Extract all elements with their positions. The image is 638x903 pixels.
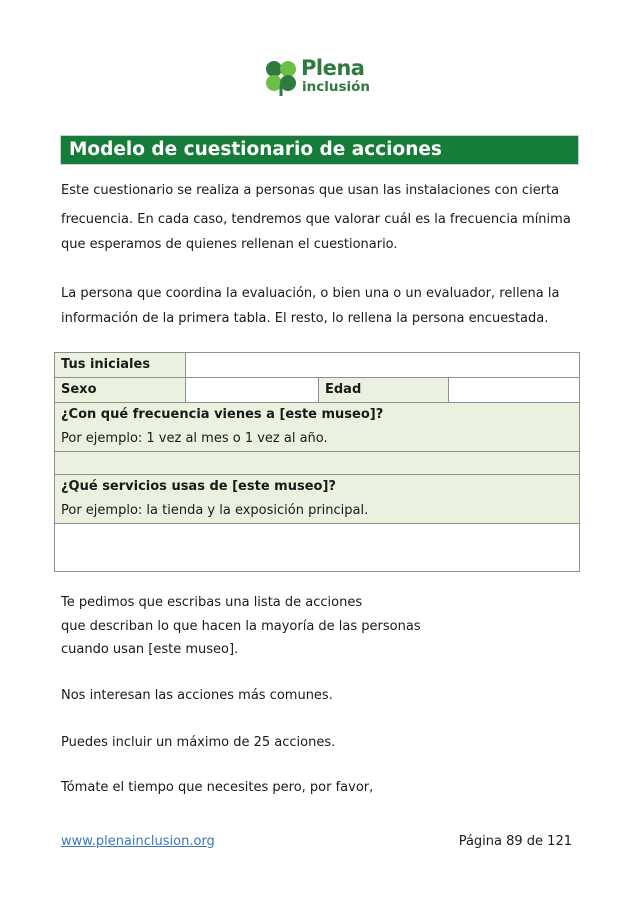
questionnaire-form-table: [54, 352, 580, 572]
instructions-common: Nos interesan las acciones más comunes.: [61, 688, 333, 703]
instructions-time: Tómate el tiempo que necesites pero, por favor,: [61, 780, 374, 795]
frequency-answer-row: [55, 452, 580, 475]
initials-row: [55, 353, 580, 378]
services-example: Por ejemplo: la tienda y la exposición principal.: [61, 503, 369, 518]
clover-icon: [264, 59, 298, 97]
frequency-example: Por ejemplo: 1 vez al mes o 1 vez al año.: [61, 431, 328, 446]
intro-line-5: información de la primera tabla. El resto, lo rellena la persona encuestada.: [61, 311, 549, 326]
instructions-line-2: que describan lo que hacen la mayoría de las personas: [61, 619, 421, 634]
frequency-question-cell: [55, 403, 580, 452]
instructions-line-1: Te pedimos que escribas una lista de acciones: [61, 595, 363, 610]
frequency-answer-field[interactable]: [55, 452, 580, 475]
logo-subtitle: inclusión: [302, 79, 371, 95]
intro-line-3: que esperamos de quienes rellenan el cuestionario.: [61, 237, 398, 252]
services-answer-row: [55, 524, 580, 572]
services-question: ¿Qué servicios usas de [este museo]?: [61, 479, 336, 494]
age-field[interactable]: [449, 378, 580, 403]
page-number: Página 89 de 121: [458, 834, 572, 849]
initials-label: Tus iniciales: [55, 353, 186, 378]
instructions-line-3: cuando usan [este museo].: [61, 642, 239, 657]
frequency-question-row: [55, 403, 580, 452]
age-label: Edad: [319, 378, 449, 403]
sex-label: Sexo: [55, 378, 186, 403]
initials-field[interactable]: [186, 353, 580, 378]
intro-line-4: La persona que coordina la evaluación, o bien una o un evaluador, rellena la: [61, 286, 560, 301]
logo-brand: Plena: [301, 56, 365, 80]
intro-line-2: frecuencia. En cada caso, tendremos que valorar cuál es la frecuencia mínima: [61, 212, 571, 227]
section-title-bar: [60, 135, 579, 165]
website-link[interactable]: www.plenainclusion.org: [61, 834, 215, 849]
services-question-cell: [55, 475, 580, 524]
logo: [264, 57, 376, 99]
page-title: Modelo de cuestionario de acciones: [69, 139, 442, 160]
frequency-question: ¿Con qué frecuencia vienes a [este museo]?: [61, 407, 384, 422]
intro-line-1: Este cuestionario se realiza a personas que usan las instalaciones con cierta: [61, 183, 560, 198]
instructions-max: Puedes incluir un máximo de 25 acciones.: [61, 735, 336, 750]
sex-field[interactable]: [186, 378, 319, 403]
services-answer-field[interactable]: [55, 524, 580, 572]
sex-age-row: [55, 378, 580, 403]
services-question-row: [55, 475, 580, 524]
